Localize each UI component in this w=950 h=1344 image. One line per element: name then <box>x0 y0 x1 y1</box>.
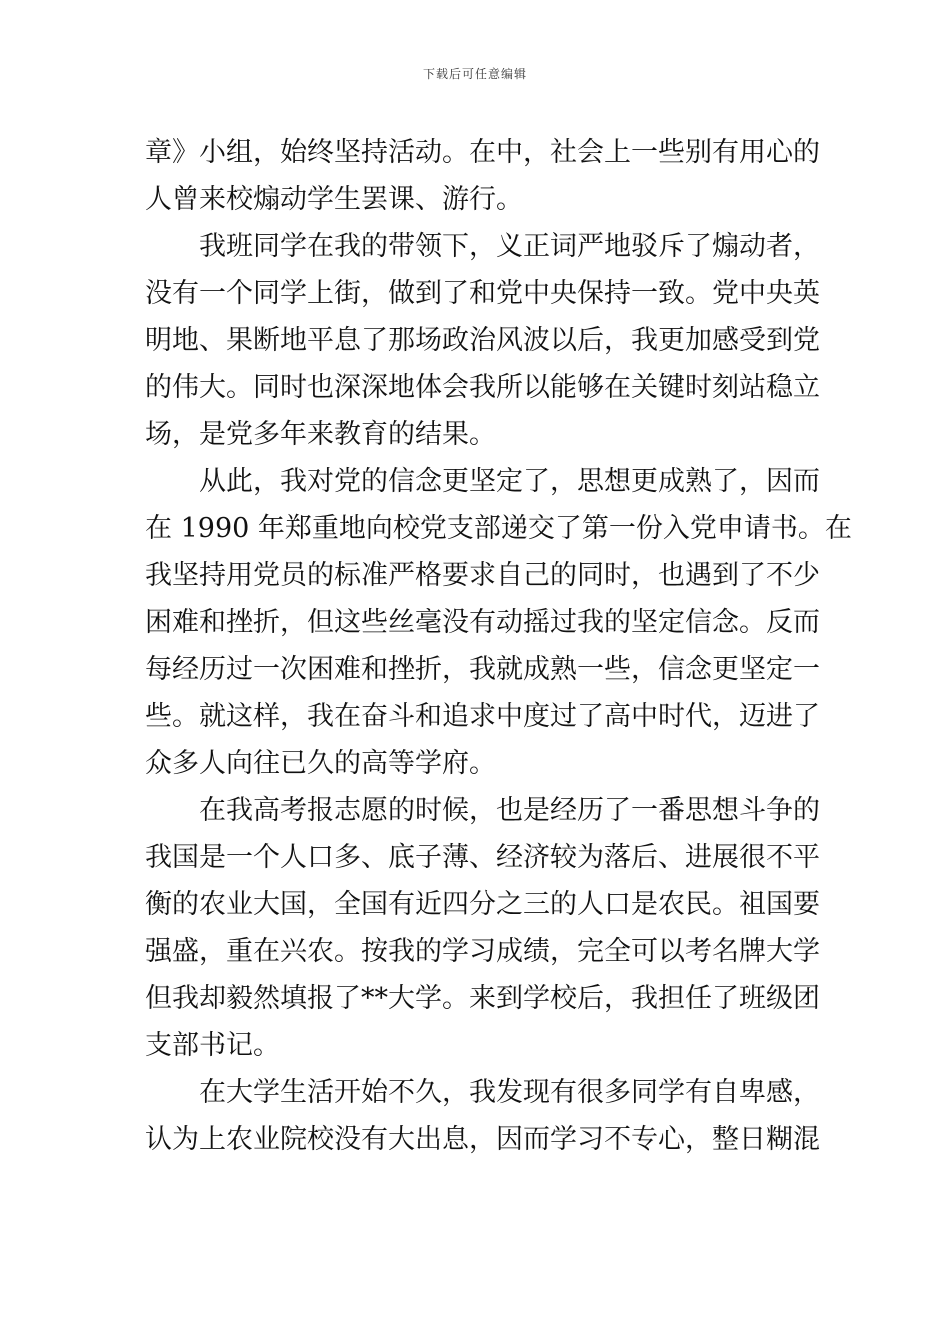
text-line: 困难和挫折，但这些丝毫没有动摇过我的坚定信念。反而 <box>145 607 820 638</box>
text-line: 众多人向往已久的高等学府。 <box>145 748 496 779</box>
text-line: 我国是一个人口多、底子薄、经济较为落后、进展很不平 <box>145 842 820 873</box>
text-line: 衡的农业大国，全国有近四分之三的人口是农民。祖国要 <box>145 889 820 920</box>
text-line: 明地、果断地平息了那场政治风波以后，我更加感受到党 <box>145 325 820 356</box>
text-line: 场，是党多年来教育的结果。 <box>145 419 496 450</box>
text-line: 我坚持用党员的标准严格要求自己的同时，也遇到了不少 <box>145 560 820 591</box>
text-line: 些。就这样，我在奋斗和追求中度过了高中时代，迈进了 <box>145 701 820 732</box>
paragraph-start-line: 我班同学在我的带领下，义正词严地驳斥了煽动者， <box>199 231 820 262</box>
paragraph-start-line: 在大学生活开始不久，我发现有很多同学有自卑感， <box>199 1077 820 1108</box>
body-text <box>145 129 852 1163</box>
text-line: 在 1990 年郑重地向校党支部递交了第一份入党申请书。在 <box>145 513 852 544</box>
page-header: 下载后可任意编辑 <box>422 67 527 81</box>
text-line: 每经历过一次困难和挫折，我就成熟一些，信念更坚定一 <box>145 654 820 685</box>
text-line: 认为上农业院校没有大出息，因而学习不专心，整日糊混 <box>145 1124 820 1155</box>
text-line: 章》小组，始终坚持活动。在中，社会上一些别有用心的 <box>145 137 820 168</box>
paragraph-start-line: 从此，我对党的信念更坚定了，思想更成熟了，因而 <box>199 466 820 497</box>
paragraph-start-line: 在我高考报志愿的时候，也是经历了一番思想斗争的 <box>199 795 820 826</box>
text-line: 但我却毅然填报了**大学。来到学校后，我担任了班级团 <box>145 983 820 1014</box>
text-line: 支部书记。 <box>145 1030 280 1061</box>
text-line: 没有一个同学上街，做到了和党中央保持一致。党中央英 <box>145 278 820 309</box>
text-line: 的伟大。同时也深深地体会我所以能够在关键时刻站稳立 <box>145 372 820 403</box>
text-line: 强盛，重在兴农。按我的学习成绩，完全可以考名牌大学 <box>145 936 820 967</box>
text-line: 人曾来校煽动学生罢课、游行。 <box>145 184 523 215</box>
